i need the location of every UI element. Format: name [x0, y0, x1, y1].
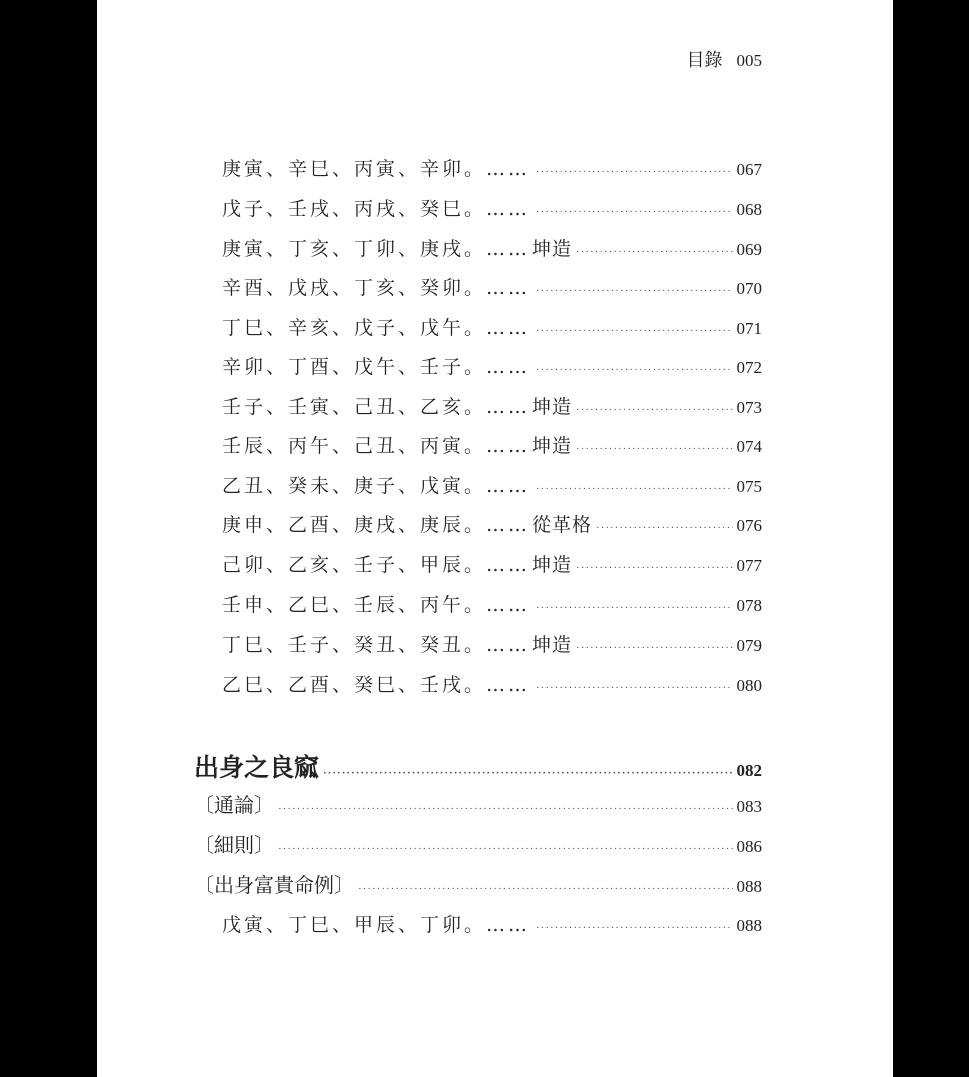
dot-leader: [536, 922, 732, 934]
dot-leader: [536, 364, 732, 376]
dot-leader: [536, 285, 732, 297]
toc-entry[interactable]: [97, 234, 762, 261]
entry-note: 從革格: [532, 514, 593, 536]
entry-page-number: 074: [736, 437, 762, 456]
entry-label: 乙丑、癸未、庚子、戊寅。……: [222, 475, 531, 497]
toc-entry[interactable]: [97, 630, 762, 657]
subsection-label: 〔細則〕: [194, 833, 274, 857]
dot-leader: [536, 602, 732, 614]
entry-label: 乙巳、乙酉、癸巳、壬戌。……: [222, 674, 531, 696]
toc-entry[interactable]: [97, 273, 762, 300]
entry-page-number: 068: [736, 200, 762, 219]
dot-leader: [576, 562, 732, 574]
dot-leader: [358, 883, 733, 895]
toc-entry[interactable]: [97, 154, 762, 181]
entry-note: 坤造: [532, 435, 573, 457]
subsection-page-number: 083: [736, 797, 762, 816]
entry-page-number: 071: [736, 319, 762, 338]
dot-leader: [536, 166, 732, 178]
dot-leader: [576, 443, 732, 455]
dot-leader: [596, 522, 732, 534]
entry-label: 戊子、壬戌、丙戌、癸巳。……: [222, 198, 531, 220]
dot-leader: [576, 404, 732, 416]
header-page-number: 005: [736, 51, 762, 70]
toc-subsection[interactable]: [97, 869, 762, 898]
subsection-label: 〔出身富貴命例〕: [194, 873, 354, 897]
dot-leader: [536, 206, 732, 218]
section-title: 出身之良窳: [194, 753, 320, 782]
entry-label: 壬子、壬寅、己丑、乙亥。……: [222, 396, 531, 418]
header-title: 目錄: [686, 50, 723, 71]
entry-page-number: 070: [736, 279, 762, 298]
toc-entry[interactable]: [97, 431, 762, 458]
entry-page-number: 069: [736, 240, 762, 259]
toc-entry[interactable]: [97, 590, 762, 617]
entry-label: 丁巳、辛亥、戊子、戊午。……: [222, 317, 531, 339]
toc-entry[interactable]: [97, 352, 762, 379]
entry-page-number: 077: [736, 556, 762, 575]
entry-page-number: 075: [736, 477, 762, 496]
entry-label: 戊寅、丁巳、甲辰、丁卯。……: [222, 914, 531, 936]
entry-page-number: 076: [736, 516, 762, 535]
entry-note: 坤造: [532, 396, 573, 418]
toc-subsection[interactable]: [97, 829, 762, 858]
entry-label: 壬申、乙巳、壬辰、丙午。……: [222, 594, 531, 616]
entry-page-number: 067: [736, 160, 762, 179]
entry-page-number: 079: [736, 636, 762, 655]
dot-leader: [278, 843, 733, 855]
entry-label: 庚寅、辛巳、丙寅、辛卯。……: [222, 158, 531, 180]
toc-entry[interactable]: [97, 550, 762, 577]
dot-leader: [278, 803, 733, 815]
dot-leader: [536, 325, 732, 337]
entry-note: 坤造: [532, 634, 573, 656]
entry-label: 庚申、乙酉、庚戌、庚辰。……: [222, 514, 531, 536]
toc-entry[interactable]: [97, 510, 762, 537]
toc-section-heading[interactable]: [97, 748, 762, 784]
running-header: [687, 46, 763, 72]
entry-label: 庚寅、丁亥、丁卯、庚戌。……: [222, 238, 531, 260]
entry-label: 丁巳、壬子、癸丑、癸丑。……: [222, 634, 531, 656]
dot-leader: [323, 767, 732, 779]
entry-label: 辛酉、戊戌、丁亥、癸卯。……: [222, 277, 531, 299]
toc-entry[interactable]: [97, 471, 762, 498]
dot-leader: [536, 483, 732, 495]
dot-leader: [576, 246, 732, 258]
entry-note: 坤造: [532, 554, 573, 576]
toc-entry[interactable]: [97, 670, 762, 697]
entry-page-number: 088: [736, 916, 762, 935]
entry-label: 己卯、乙亥、壬子、甲辰。……: [222, 554, 531, 576]
subsection-page-number: 086: [736, 837, 762, 856]
toc-subsection[interactable]: [97, 789, 762, 818]
entry-label: 壬辰、丙午、己丑、丙寅。……: [222, 435, 531, 457]
entry-label: 辛卯、丁酉、戊午、壬子。……: [222, 356, 531, 378]
entry-page-number: 073: [736, 398, 762, 417]
toc-entry[interactable]: [97, 194, 762, 221]
toc-entry[interactable]: [97, 910, 762, 937]
toc-entry[interactable]: [97, 392, 762, 419]
dot-leader: [536, 682, 732, 694]
subsection-label: 〔通論〕: [194, 793, 274, 817]
dot-leader: [576, 642, 732, 654]
toc-entry[interactable]: [97, 313, 762, 340]
book-page: [97, 0, 893, 1077]
section-page-number: 082: [736, 761, 762, 780]
entry-page-number: 072: [736, 358, 762, 377]
entry-page-number: 078: [736, 596, 762, 615]
entry-page-number: 080: [736, 676, 762, 695]
subsection-page-number: 088: [736, 877, 762, 896]
entry-note: 坤造: [532, 238, 573, 260]
